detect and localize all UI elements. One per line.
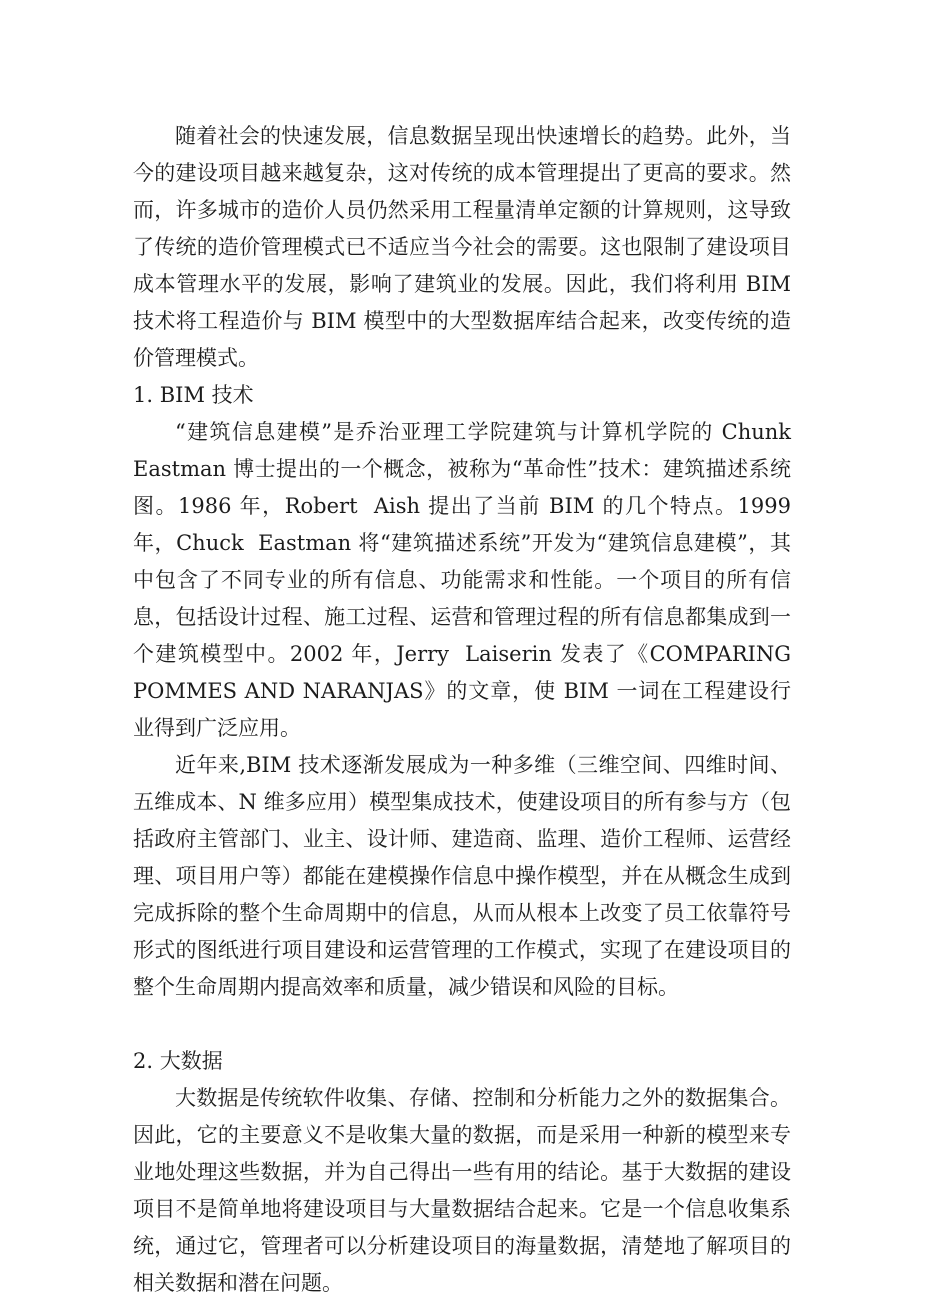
document-body bbox=[133, 118, 805, 1302]
heading-big-data: 2. 大数据 bbox=[133, 1049, 223, 1073]
blank-line bbox=[133, 1006, 791, 1043]
paragraph-intro: 随着社会的快速发展，信息数据呈现出快速增长的趋势。此外，当今的建设项目越来越复杂，这对传统的成本管理提出了更高的要求。然而，许多城市的造价人员仍然采用工程量清单定额的计算规则，这导致了传统的造价管理模式已不适应当今社会的需要。这也限制了建设项目成本管理水平的发展，影响了建筑业的发展。因此，我们将利用 BIM 技术将工程造价与 BIM 模型中的大型数据库结合起来，改变传统的造价管理模式。 bbox=[133, 124, 798, 370]
paragraph-big-data: 大数据是传统软件收集、存储、控制和分析能力之外的数据集合。因此，它的主要意义不是收集大量的数据，而是采用一种新的模型来专业地处理这些数据，并为自己得出一些有用的结论。基于大数据的建设项目不是简单地将建设项目与大量数据结合起来。它是一个信息收集系统，通过它，管理者可以分析建设项目的海量数据，清楚地了解项目的相关数据和潜在问题。 bbox=[133, 1086, 791, 1295]
heading-bim-technology: 1. BIM 技术 bbox=[133, 383, 254, 407]
paragraph-bim-history: “建筑信息建模”是乔治亚理工学院建筑与计算机学院的 Chunk Eastman 博士提出的一个概念，被称为“革命性”技术：建筑描述系统图。1986 年，Robert Aish 提出了当前 BIM 的几个特点。1999 年，Chuck Eastman 将“建筑描述系统”开发为“建筑信息建模”，其中包含了不同专业的所有信息、功能需求和性能。一个项目的所有信息，包括设计过程、施工过程、运营和管理过程的所有信息都集成到一个建筑模型中。2002 年，Jerry Laiserin 发表了《COMPARING POMMES AND NARANJAS》的文章，使 BIM 一词在工程建设行业得到广泛应用。 bbox=[133, 420, 805, 740]
paragraph-bim-recent-development: 近年来,BIM 技术逐渐发展成为一种多维（三维空间、四维时间、五维成本、N 维多应用）模型集成技术，使建设项目的所有参与方（包括政府主管部门、业主、设计师、建造商、监理、造价工程师、运营经理、项目用户等）都能在建模操作信息中操作模型，并在从概念生成到完成拆除的整个生命周期中的信息，从而从根本上改变了员工依靠符号形式的图纸进行项目建设和运营管理的工作模式，实现了在建设项目的整个生命周期内提高效率和质量，减少错误和风险的目标。 bbox=[133, 753, 791, 999]
